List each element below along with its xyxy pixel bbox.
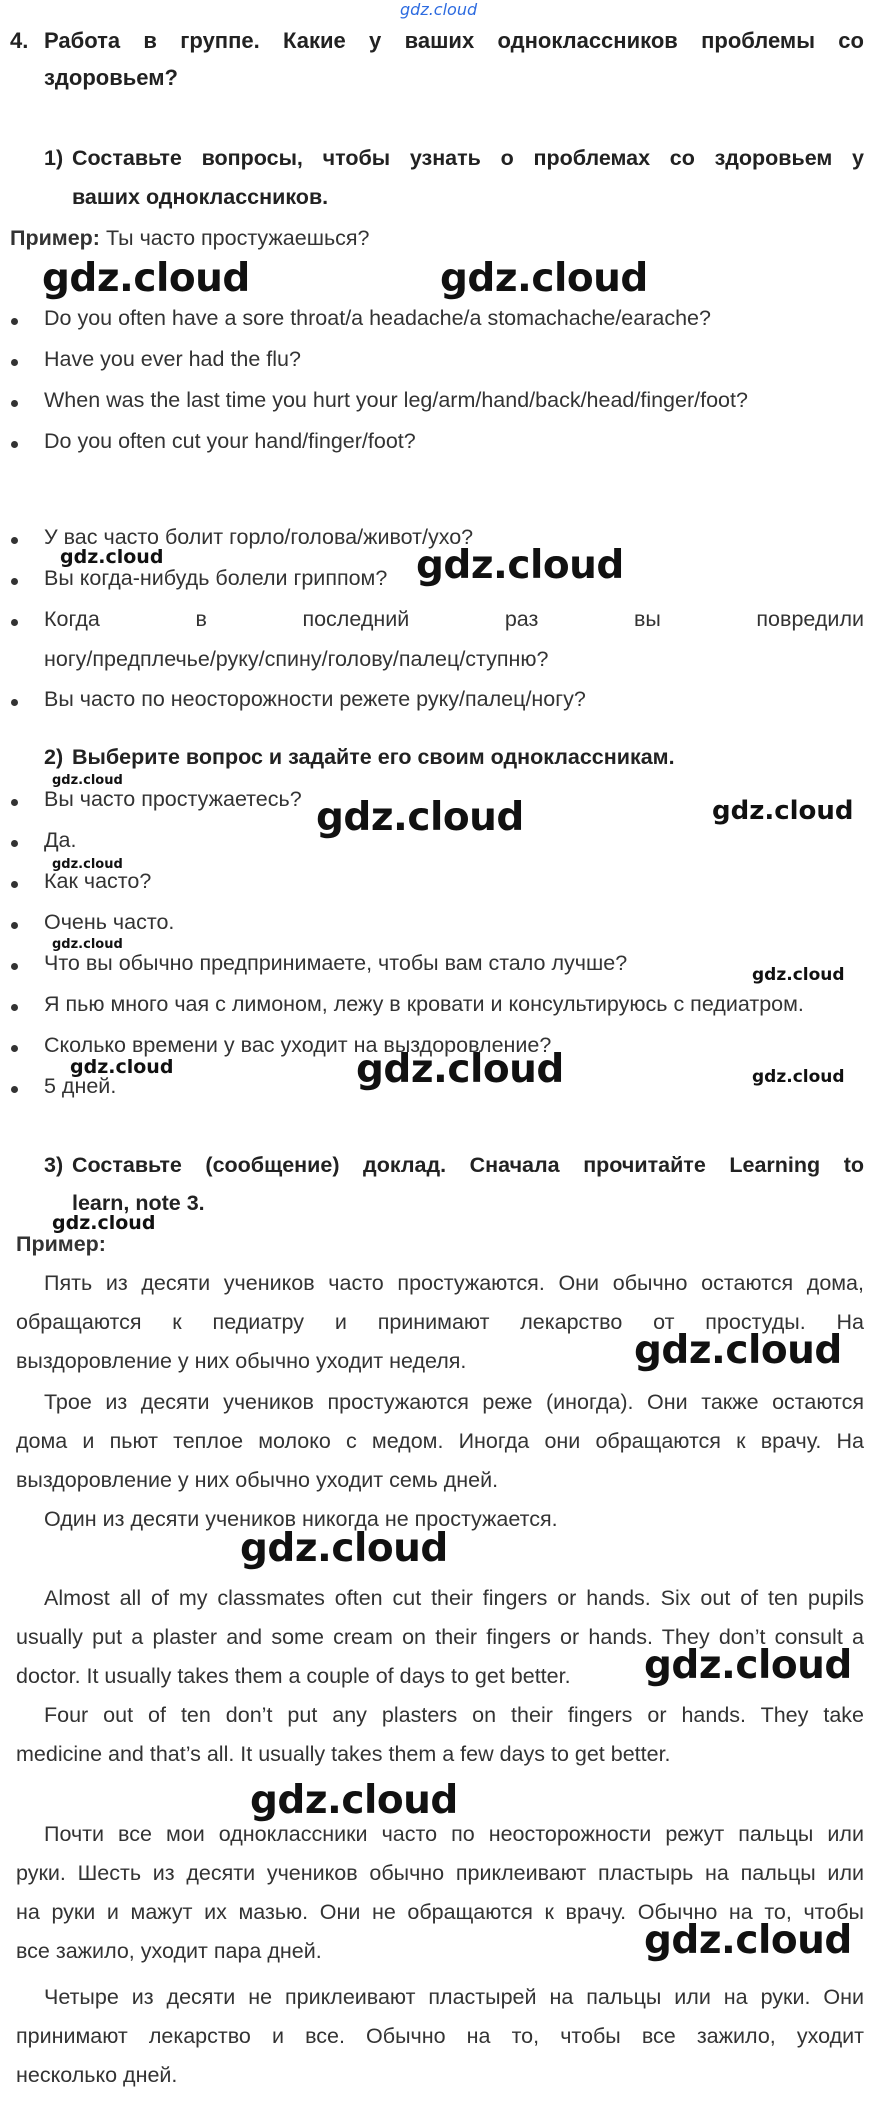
paragraph-line: usually put a plaster and some cream on their fingers or hands. They don’t consult a [16, 1625, 864, 1649]
list-item: When was the last time you hurt your leg/arm/hand/back/head/finger/foot? [44, 388, 748, 412]
list-item: Have you ever had the flu? [44, 347, 301, 371]
list-item: У вас часто болит горло/голова/живот/ухо? [44, 525, 474, 549]
list-item: Вы часто по неосторожности режете руку/палец/ногу? [44, 687, 586, 711]
watermark: gdz.cloud [60, 546, 164, 568]
paragraph-line: doctor. It usually takes them a couple of days to get better. [16, 1664, 571, 1688]
watermark: gdz.cloud [52, 937, 123, 952]
part3-number: 3) [44, 1153, 64, 1177]
paragraph-line: выздоровление у них обычно уходит семь дней. [16, 1468, 499, 1492]
paragraph-line: Один из десяти учеников никогда не простужается. [44, 1507, 558, 1531]
bullet [11, 699, 18, 706]
example-text: Ты часто простужаешься? [105, 226, 370, 250]
bullet [11, 799, 18, 806]
bullet [11, 537, 18, 544]
watermark: gdz.cloud [52, 857, 123, 872]
paragraph-line: несколько дней. [16, 2063, 178, 2087]
part2-heading: Выберите вопрос и задайте его своим одноклассникам. [72, 745, 675, 769]
part1-example [10, 226, 370, 251]
watermark: gdz.cloud [440, 256, 648, 301]
paragraph-line: все зажило, уходит пара дней. [16, 1939, 322, 1963]
paragraph-line: Четыре из десяти не приклеивают пластырей на пальцы или на руки. Они [44, 1985, 864, 2009]
watermark: gdz.cloud [634, 1328, 842, 1373]
example-label: Пример: [10, 226, 100, 250]
paragraph-line: Four out of ten don’t put any plasters on their fingers or hands. They take [44, 1703, 864, 1727]
task-number: 4. [10, 28, 29, 53]
part1-heading-line1: Составьте вопросы, чтобы узнать о проблемах со здоровьем у [72, 146, 864, 170]
part3-heading-line2: learn, note 3. [72, 1191, 205, 1215]
bullet [11, 963, 18, 970]
list-item: Вы когда-нибудь болели гриппом? [44, 566, 388, 590]
watermark: gdz.cloud [70, 1056, 174, 1078]
watermark: gdz.cloud [52, 773, 123, 788]
list-item-continuation: ногу/предплечье/руку/спину/голову/палец/ступню? [44, 647, 549, 671]
bullet [11, 922, 18, 929]
watermark: gdz.cloud [42, 256, 250, 301]
watermark: gdz.cloud [356, 1047, 564, 1092]
bullet [11, 840, 18, 847]
paragraph-line: выздоровление у них обычно уходит неделя. [16, 1349, 467, 1373]
paragraph-line: руки. Шесть из десяти учеников обычно приклеивают пластырь на пальцы или [16, 1861, 864, 1885]
dialog-line: Вы часто простужаетесь? [44, 787, 302, 811]
part1-number: 1) [44, 146, 64, 170]
paragraph-line: принимают лекарство и все. Обычно на то, чтобы все зажило, уходит [16, 2024, 864, 2048]
watermark: gdz.cloud [316, 795, 524, 840]
paragraph-line: medicine and that’s all. It usually takes them a few days to get better. [16, 1742, 671, 1766]
part3-heading-line1: Составьте (сообщение) доклад. Сначала прочитайте Learning to [72, 1153, 864, 1177]
part1-heading-line2: ваших одноклассников. [72, 185, 329, 209]
paragraph-line: дома и пьют теплое молоко с медом. Иногда они обращаются к врачу. На [16, 1429, 864, 1453]
watermark: gdz.cloud [752, 965, 845, 985]
dialog-line: 5 дней. [44, 1074, 117, 1098]
dialog-line: Сколько времени у вас уходит на выздоровление? [44, 1033, 552, 1057]
dialog-line: Как часто? [44, 869, 152, 893]
bullet [11, 1004, 18, 1011]
paragraph-line: Almost all of my classmates often cut their fingers or hands. Six out of ten pupils [44, 1586, 864, 1610]
watermark: gdz.cloud [416, 543, 624, 588]
paragraph-line: Почти все мои одноклассники часто по неосторожности режут пальцы или [44, 1822, 864, 1846]
dialog-line: Я пью много чая с лимоном, лежу в кровати и консультируюсь с педиатром. [44, 992, 804, 1016]
dialog-line: Очень часто. [44, 910, 175, 934]
list-item: Do you often cut your hand/finger/foot? [44, 429, 416, 453]
bullet [11, 1086, 18, 1093]
watermark: gdz.cloud [52, 1212, 156, 1234]
watermark: gdz.cloud [752, 1067, 845, 1087]
paragraph-line: Пять из десяти учеников часто простужаются. Они обычно остаются дома, [44, 1271, 864, 1295]
list-item: Когда в последний раз вы повредили [44, 607, 864, 631]
task-title-line2: здоровьем? [44, 65, 178, 90]
bullet [11, 881, 18, 888]
bullet [11, 619, 18, 626]
part2-number: 2) [44, 745, 64, 769]
list-item: Do you often have a sore throat/a headache/a stomachache/earache? [44, 306, 711, 330]
bullet [11, 578, 18, 585]
bullet [11, 441, 18, 448]
watermark: gdz.cloud [644, 1918, 852, 1963]
dialog-line: Что вы обычно предпринимаете, чтобы вам стало лучше? [44, 951, 628, 975]
bullet [11, 400, 18, 407]
watermark: gdz.cloud [240, 1526, 448, 1571]
watermark: gdz.cloud [250, 1778, 458, 1823]
bullet [11, 1045, 18, 1052]
paragraph-line: Трое из десяти учеников простужаются реже (иногда). Они также остаются [44, 1390, 864, 1414]
paragraph-line: обращаются к педиатру и принимают лекарство от простуды. На [16, 1310, 864, 1334]
bullet [11, 318, 18, 325]
watermark: gdz.cloud [644, 1643, 852, 1688]
dialog-line: Да. [44, 828, 77, 852]
task-title-line1: Работа в группе. Какие у ваших одноклассников проблемы со [44, 28, 864, 53]
part3-example-label: Пример: [16, 1232, 106, 1256]
bullet [11, 359, 18, 366]
site-watermark-top: gdz.cloud [400, 0, 478, 19]
watermark: gdz.cloud [712, 796, 854, 826]
paragraph-line: на руки и мажут их мазью. Они не обращаются к врачу. Обычно на то, чтобы [16, 1900, 864, 1924]
